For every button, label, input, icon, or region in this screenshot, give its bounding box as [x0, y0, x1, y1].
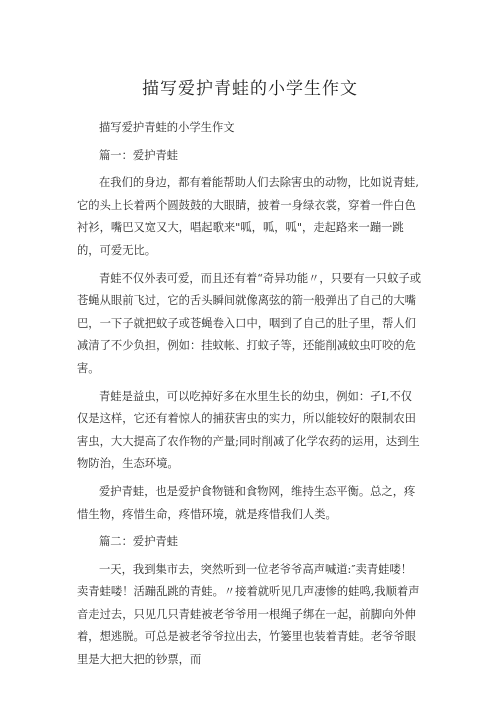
section-heading: 篇二：爱护青蛙 [99, 535, 179, 549]
paragraph: 一天，我到集市去，突然听到一位老爷爷高声喊道:″卖青蛙喽！卖青蛙喽！活蹦乱跳的青蛙。〃接着就听见几声凄惨的蛙鸣,我顺着声音走过去，只见几只青蛙被老爷爷用一根绳子绑在一起，前脚向外伸着，想逃脱。可总是被老爷爷拉出去，竹篓里也装着青蛙。老爷爷眼里是大把大把的钞票，而 [77, 562, 420, 667]
paragraph: 青蛙是益虫，可以吃掉好多在水里生长的幼虫，例如：孑I,不仅仅是这样，它还有着惊人的捕获害虫的实力，所以能较好的限制农田害虫，大大提高了农作物的产量;同时削减了化学农药的运用，达到生物防治，生态环境。 [77, 389, 420, 471]
document-body [77, 117, 422, 677]
paragraph: 青蛙不仅外表可爱，而且还有着“奇异功能〃，只要有一只蚊子或苍蝇从眼前飞过，它的舌头瞬间就像离弦的箭一般弹出了自己的大嘴巴，一下子就把蚊子或苍蝇卷入口中，咽到了自己的肚子里，帮人们减清了不少负担，例如：挂蚊帐、打蚊子等，还能削减蚊虫叮咬的危害。 [77, 271, 422, 375]
section-heading: 篇一：爱护青蛙 [99, 148, 179, 162]
subtitle-line: 描写爱护青蛙的小学生作文 [99, 121, 235, 134]
document-title: 描写爱护青蛙的小学生作文 [142, 79, 358, 99]
paragraph: 在我们的身边，都有着能帮助人们去除害虫的动物，比如说青蛙,它的头上长着两个圆鼓鼓的大眼睛，披着一身绿衣裳，穿着一件白色衬衫，嘴巴又宽又大，唱起歌来"呱，呱，呱"，走起路来一蹦一跳的，可爱无比。 [77, 176, 419, 257]
paragraph: 爱护青蛙，也是爱护食物链和食物网，维持生态平衡。总之，疼惜生物，疼惜生命，疼惜环境，就是疼惜我们人类。 [77, 484, 416, 521]
